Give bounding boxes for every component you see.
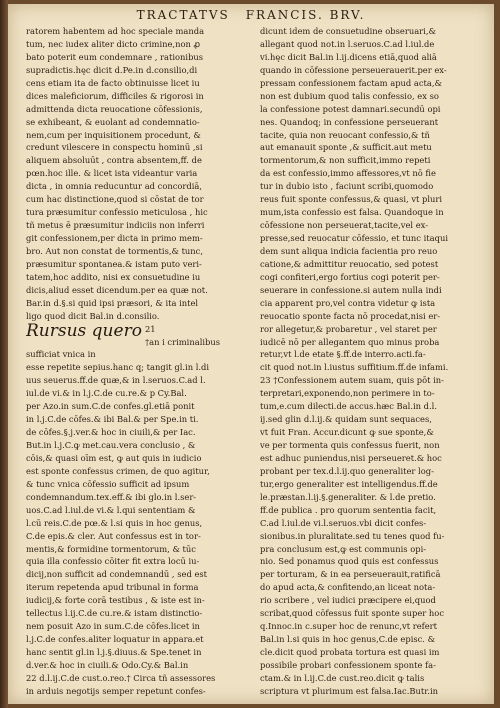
text-line: quia illa confessio cōiter fit extra locū iu-: [26, 556, 200, 567]
right-column: [260, 25, 486, 697]
text-line: iudicē nō per allegantem quo minus proba: [260, 336, 440, 347]
text-line: reuocatio sponte facta nō procedat,nisi er-: [260, 310, 441, 321]
text-line: dicunt idem de consuetudine obseruari,&: [260, 26, 436, 36]
text-line: q.Innoc.in c.super hoc de renunc,vt refert: [260, 621, 438, 632]
text-line: nes. Quandoq; in confessione perseuerant: [260, 116, 439, 127]
text-line: d.ver.& hoc in ciuili.& Odo.Cy.& Bal.in: [26, 659, 189, 670]
text-line: possibile probari confessionem sponte fa-: [260, 659, 436, 670]
text-line: condemnandum.tex.eff.& ibi glo.in l.ser-: [26, 491, 197, 502]
text-line: But.in l.j.C.ꝙ met.cau.vera conclusio , &: [26, 440, 196, 451]
text-line: est adhuc puniendus,nisi perseueret.& hoc: [260, 452, 442, 463]
page-gutter: [0, 0, 8, 708]
text-line: per Azo.in sum.C.de confes.gl.etiā ponit: [26, 401, 195, 412]
left-column: [26, 25, 252, 697]
text-line: cōfessione non perseuerat,tacite,vel ex-: [260, 220, 429, 231]
paragraph-number: 21: [144, 323, 156, 334]
text-line: scriptura vt plurimum est falsa.Iac.Butr.in: [260, 685, 438, 696]
dropcap-line: †an i criminalibus: [144, 336, 221, 347]
text-line: l.cū reis.C.de pœ.& l.si quis in hoc genus,: [26, 517, 203, 528]
text-line: aut emanauit sponte ,& sufficit.aut metu: [260, 142, 432, 153]
text-line: præsumitur spontanea.& istam puto veri-: [26, 258, 202, 269]
text-line: iudicij,& forte corā testibus , & iste est in-: [26, 595, 205, 606]
text-line: cum hac distinctione,quod si cōstat de tor: [26, 194, 204, 205]
text-line: ligo quod dicit Bal.in d.consilio.: [26, 310, 160, 321]
text-line: Bal.in l.si quis in hoc genus,C.de episc. &: [260, 634, 436, 645]
text-line: da est confessio,immo affessores,vt nō fie: [260, 168, 436, 179]
text-line: mum,ista confessio est falsa. Quandoque in: [260, 207, 444, 218]
text-line: vi.hęc dicit Bal.in l.ij.dicens etiā,quod aliā: [260, 51, 437, 62]
text-line: & tunc vnica cōfessio sufficit ad ipsum: [26, 478, 190, 489]
text-line: scribat,quod cōfessus fuit sponte super hoc: [260, 608, 445, 619]
text-line: 22 d.l.ij.C.de cust.o.reo.† Circa tñ assessores: [26, 672, 216, 683]
text-line: dices maleficiorum, difficiles & rigorosi in: [26, 90, 204, 101]
text-line: bato poterit eum condemnare , rationibus: [26, 51, 204, 62]
text-line: git confessionem,per dicta in primo mem-: [26, 233, 203, 243]
text-line: in l.j.C.de cōfes.& ibi Bal.& per Spe.in ti.: [26, 414, 199, 425]
text-line: credunt vilescere in conspectu hominū ,si: [26, 142, 203, 153]
text-line: reus fuit sponte confessus,& quasi, vt pluri: [260, 194, 443, 205]
text-line: iul.de vi.& in l.j.C.de cu.re.& p Cy.Bal.: [26, 388, 187, 399]
text-line: dicta , in omnia reducuntur ad concordiā,: [26, 181, 203, 192]
text-line: in arduis negotijs semper repetunt confes-: [26, 685, 206, 696]
text-line: tur in dubio isto , faciunt scribi,quomodo: [260, 181, 434, 192]
text-line: nio. Sed ponamus quod quis est confessus: [260, 556, 439, 567]
text-line: de cōfes.§.j.ver.& hoc in ciuili,& per Iac.: [26, 427, 196, 438]
text-line: cia apparent pro,vel contra videtur ꝙ ista: [260, 297, 436, 308]
dropcap-line: sufficiat vnica in: [26, 349, 96, 360]
text-line: catione,& admittitur reuocatio, sed potest: [260, 258, 439, 269]
text-line: pressam confessionem factam apud acta,&: [260, 77, 442, 88]
text-line: l.j.C.de confes.aliter loquatur in appara.et: [26, 634, 204, 645]
text-line: tur,ergo generaliter est intelligendus.ff.de: [260, 478, 438, 489]
text-line: C.de epis.& cler. Aut confessus est in tor-: [26, 530, 201, 541]
text-line: sionibus.in pluralitate.sed tu tenes quod fu-: [260, 530, 445, 541]
text-line: aliquem absoluūt , contra absentem,ff. de: [26, 155, 202, 166]
text-line: iterum repetenda apud tribunal in forma: [26, 582, 199, 593]
text-line: ff.de publica . pro quorum sententia facit,: [260, 504, 437, 515]
text-line: cle.dicit quod probata tortura est quasi im: [260, 647, 440, 657]
header-title-right: FRANCIS. BRV.: [245, 8, 366, 22]
text-line: dem sunt aliqua indicia facientia pro reuo: [260, 245, 438, 256]
text-line: est sponte confessus crimen, de quo agitur,: [26, 465, 210, 476]
book-page: [8, 4, 494, 704]
text-line: uus seuerus.ff.de quæ,& in l.seruos.C.ad l.: [26, 375, 206, 386]
text-line: do apud acta,& confitendo,an liceat nota-: [260, 582, 436, 593]
text-line: se exhibeant, & euolant ad condemnatio-: [26, 116, 200, 127]
text-line: pœn.hoc ille. & licet ista videantur varia: [26, 168, 198, 179]
text-line: tñ metus ē præsumitur indiciis non inferri: [26, 220, 205, 231]
text-line: terpretari,exponendo,non perimere in to-: [260, 388, 435, 399]
text-line: le.præstan.l.ij.§.generaliter. & l.de pretio.: [260, 491, 436, 502]
text-line: non est dubium quod talis confessio, ex so: [260, 90, 439, 101]
dropcap-paragraph: [26, 323, 252, 362]
text-line: vt fuit Fran. Accur.dicunt ꝙ sue sponte,&: [260, 427, 434, 438]
text-line: cogi confiteri,ergo fortius cogi poterit per-: [260, 271, 440, 282]
text-line: cit quod not.in l.iustus suffitium.ff.de infami.: [260, 362, 449, 373]
text-line: Bar.in d.§.si quid ipsi præsori, & ita intel: [26, 297, 199, 308]
text-line: bro. Aut non constat de tormentis,& tunc,: [26, 245, 204, 256]
text-line: quando in cōfessione perseuerauerit.per ex-: [260, 64, 447, 75]
text-line: retur,vt l.de etate §.ff.de interro.acti.fa-: [260, 349, 426, 360]
text-line: tellectus l.ij.C.de cu.re.& istam distinctio-: [26, 608, 203, 619]
dropcap-heading: Rursus quero: [26, 322, 142, 341]
text-line: presse,sed reuocatur cōfessio, et tunc itaqui: [260, 233, 449, 243]
text-line: seuerare in confessione.si autem nulla indi: [260, 284, 442, 295]
text-line: cens etiam ita de facto obtinuisse licet iu: [26, 77, 200, 88]
text-line: tacite, quia non reuocant confessio,& tñ: [260, 129, 430, 140]
text-line: supradictis.hęc dicit d.Pe.in d.consilio,di: [26, 64, 198, 75]
text-line: mentis,& formidine tormentorum, & tūc: [26, 543, 196, 554]
running-header: [8, 8, 494, 26]
text-line: tum, nec iudex aliter dicto crimine,non ꝓ: [26, 38, 200, 49]
text-line: nem posuit Azo in sum.C.de cōfes.licet in: [26, 621, 200, 632]
text-line: uos.C.ad l.iul.de vi.& l.qui sententiam &: [26, 504, 196, 515]
text-line: la confessione potest damnari.secundū opi: [260, 103, 441, 114]
text-line: C.ad l.iul.de vi.l.seruos.vbi dicit confes-: [260, 517, 427, 528]
text-line: 23 †Confessionem autem suam, quis pōt in-: [260, 375, 444, 386]
text-line: ve per tormenta quis confessus fuerit, non: [260, 440, 440, 450]
text-line: dicij,non sufficit ad condemnandū , sed est: [26, 569, 208, 580]
text-line: cōis,& quasi oīm est, ꝙ aut quis in iudicio: [26, 452, 202, 463]
text-line: dicis,aliud esset dicendum.per ea quæ not.: [26, 284, 208, 295]
text-line: ratorem habentem ad hoc speciale manda: [26, 26, 205, 36]
header-title-left: TRACTATVS: [136, 8, 230, 22]
text-line: hanc sentit gl.in l.j.§.diuus.& Spe.tenet in: [26, 647, 202, 658]
text-line: tura præsumitur confessio meticulosa , hic: [26, 207, 208, 218]
text-line: ij.sed glin d.l.ij.& quidam sunt sequaces,: [260, 414, 432, 425]
text-line: probant per tex.d.l.ij.quo generaliter log-: [260, 465, 434, 476]
text-line: pra conclusum est,ꝙ est communis opi-: [260, 543, 427, 554]
text-line: tatem,hoc addito, nisi ex consuetudine iu: [26, 271, 201, 282]
text-line: rio scribere , vel iudici præcipere ei,quod: [260, 595, 436, 606]
text-line: tum,e.cum dilecti.de accus.hæc Bal.in d.l.: [260, 401, 437, 412]
text-line: ror allegetur,& probaretur , vel staret per: [260, 323, 437, 334]
text-line: ctam.& in l.ij.C.de cust.reo.dicit ꝙ talis: [260, 672, 425, 683]
text-line: allegant quod not.in l.seruos.C.ad l.iul.de: [260, 38, 435, 49]
text-line: tormentorum,& non sufficit,immo repeti: [260, 155, 431, 166]
text-line: per torturam, & in ea perseuerauit,ratificā: [260, 569, 441, 580]
text-line: nem,cum per inquisitionem procedunt, &: [26, 129, 201, 140]
text-line: esse repetite sepius.hanc q; tangit gl.in l.di: [26, 362, 210, 373]
text-line: admittenda dicta reuocatione cōfessionis,: [26, 103, 203, 114]
